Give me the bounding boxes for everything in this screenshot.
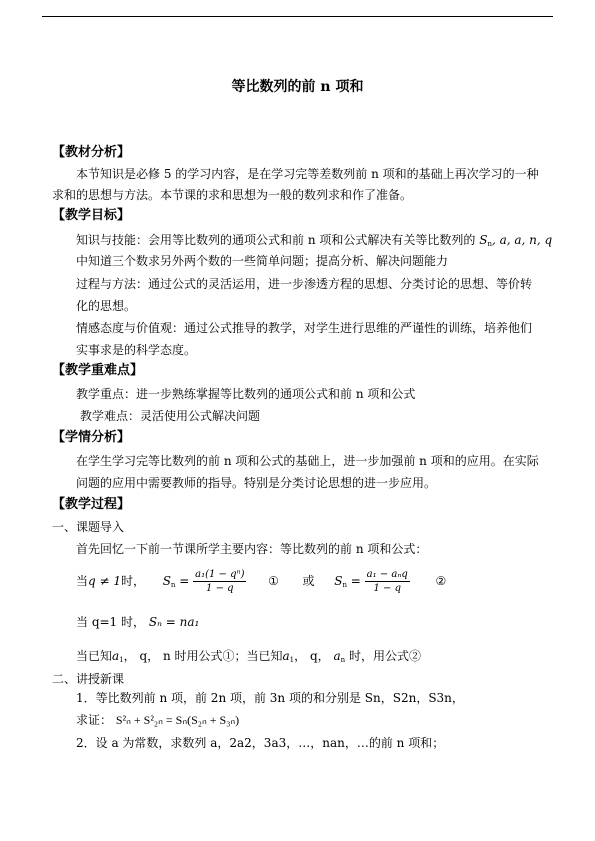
- known-text-b: ， q， n 时用公式①；当已知: [123, 649, 283, 663]
- goals-knowledge-text: 知识与技能：会用等比数列的通项公式和前 n 项和公式解决有关等比数列的: [76, 233, 476, 247]
- formula1-lhs: $S_n$ =: [162, 574, 190, 589]
- case1-condition: q ≠ 1: [88, 574, 122, 588]
- prove-line: [76, 712, 239, 728]
- prove-label: 求证：: [76, 713, 113, 727]
- case2-formula: Sₙ = na₁: [148, 615, 200, 629]
- known-text-d: 时，用公式②: [348, 649, 421, 663]
- formula2-lhs: $S_n$ =: [334, 574, 361, 589]
- material-line-2: 求和的思想与方法。本节课的求和思想为一般的数列求和作了准备。: [52, 188, 413, 202]
- prove-formula: S²ₙ + S²₂ₙ = Sₙ(S₂ₙ + S₃ₙ): [115, 713, 240, 727]
- goals-line-3: 化的思想。: [76, 299, 137, 313]
- process-part2-title: 二、讲授新课: [52, 672, 125, 686]
- goals-line-2: 过程与方法：通过公式的灵活运用，进一步渗透方程的思想、分类讨论的思想、等价转: [76, 277, 533, 291]
- section-heading-goals: 【教学目标】: [52, 208, 131, 223]
- formula1-mark: ①: [268, 574, 279, 588]
- case1-prefix: 当: [76, 574, 89, 588]
- known-conditions-line: [76, 648, 421, 668]
- material-line-1: 本节知识是必修 5 的学习内容，是在学习完等差数列前 n 项和的基础上再次学习的一种: [76, 167, 539, 181]
- known-text-a: 当已知: [76, 649, 113, 663]
- goals-line-5: 实事求是的科学态度。: [76, 343, 197, 357]
- case2-line: [76, 614, 199, 630]
- header-rule: [42, 16, 553, 17]
- process-part1-intro: 首先回忆一下前一节课所学主要内容：等比数列的前 n 项和公式：: [76, 542, 428, 556]
- case1-suffix: 时，: [121, 574, 146, 588]
- process-part1-title: 一、课题导入: [52, 520, 125, 534]
- known-text-c: ， q，: [294, 649, 330, 663]
- keypoints-line-2: 教学难点：灵活使用公式解决问题: [80, 409, 261, 423]
- goals-line-4: 情感态度与价值观：通过公式推导的教学，对学生进行思维的严谨性的训练，培养他们: [76, 321, 533, 335]
- formula1-denominator: 1 − q: [206, 583, 234, 594]
- goals-line-1: 中知道三个数求另外两个数的一些简单问题；提高分析、解决问题能力: [76, 254, 449, 268]
- formula2-fraction: [365, 568, 410, 595]
- formula2-denominator: 1 − q: [373, 583, 401, 594]
- section-heading-students: 【学情分析】: [52, 430, 131, 445]
- goals-knowledge-vars: $S_n$, a, a, n, q: [479, 233, 553, 248]
- formula2-mark: ②: [435, 574, 447, 588]
- page-title: 等比数列的前 n 项和: [231, 79, 364, 95]
- formula1-fraction: [193, 568, 246, 595]
- known-var-an: $a_n$: [333, 649, 346, 664]
- formula2-numerator: a₁ − aₙq: [366, 569, 408, 580]
- section-heading-keypoints: 【教学重难点】: [52, 363, 144, 378]
- students-line-1: 在学生学习完等比数列的前 n 项和公式的基础上，进一步加强前 n 项和的应用。在实际: [76, 454, 539, 468]
- students-line-2: 问题的应用中需要教师的指导。特别是分类讨论思想的进一步应用。: [76, 476, 437, 490]
- sum-formula-row: [76, 568, 446, 595]
- section-heading-material: 【教材分析】: [52, 145, 131, 160]
- or-text: 或: [302, 574, 315, 588]
- goals-knowledge-line: [76, 232, 552, 252]
- known-var-a1-second: $a_1$: [282, 649, 295, 664]
- keypoints-line-1: 教学重点：进一步熟练掌握等比数列的通项公式和前 n 项和公式: [76, 387, 416, 401]
- formula1-numerator: a₁(1 − qⁿ): [195, 569, 245, 580]
- process-item-1: 1．等比数列前 n 项，前 2n 项，前 3n 项的和分别是 Sn，S2n，S3n，: [76, 691, 464, 705]
- process-item-2: 2．设 a 为常数，求数列 a，2a2，3a3，…，nan，…的前 n 项和；: [76, 736, 445, 750]
- case2-text: 当 q=1 时，: [76, 615, 146, 629]
- section-heading-process: 【教学过程】: [52, 497, 131, 512]
- known-var-a1: $a_1$: [112, 649, 124, 664]
